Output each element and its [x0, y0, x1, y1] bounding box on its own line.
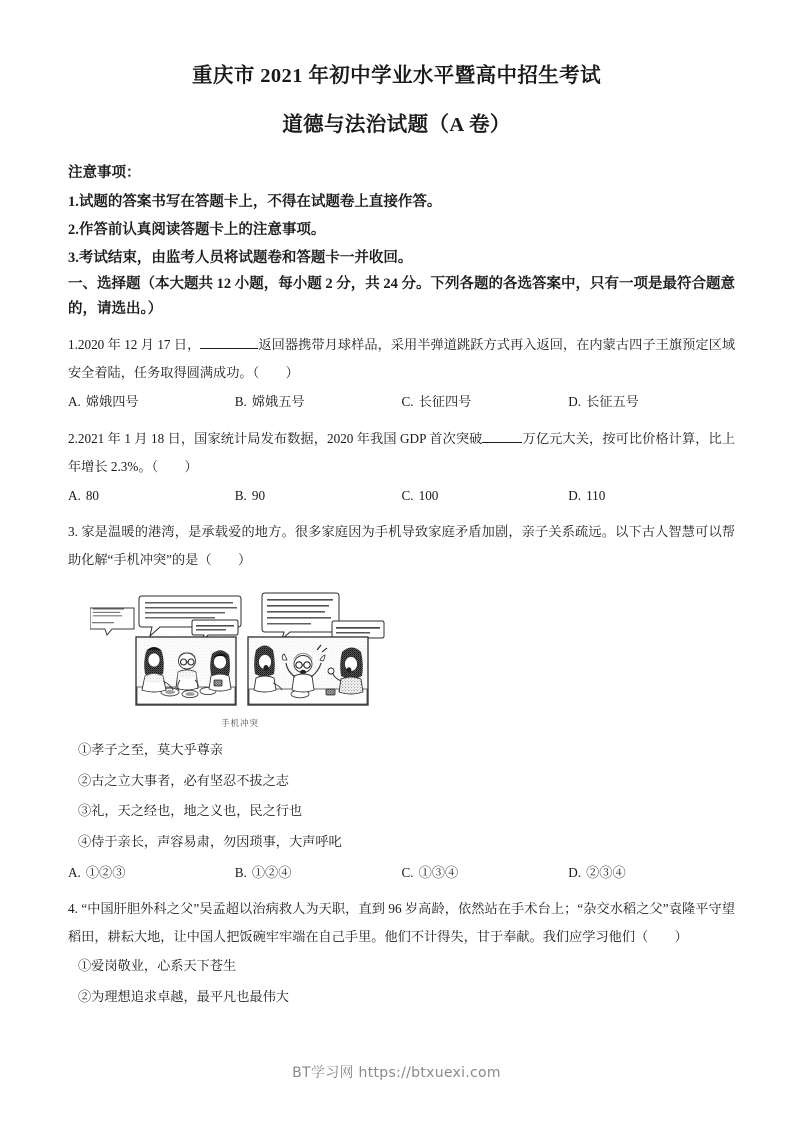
- option-letter: B.: [234, 487, 247, 503]
- question-4-number: 4.: [68, 900, 78, 916]
- option-letter: C.: [401, 394, 414, 410]
- option-letter: A.: [68, 487, 81, 503]
- option-letter: B.: [234, 864, 247, 880]
- question-1: [58, 331, 735, 415]
- option-letter: C.: [401, 487, 414, 503]
- option-text: 长征五号: [586, 394, 639, 410]
- question-1-options: [68, 389, 735, 415]
- question-3-statement-3: ③礼，天之经也，地之义也，民之行也: [78, 803, 303, 819]
- comic-panel-1: [136, 637, 236, 705]
- footer-watermark: BT学习网 https://btxuexi.com: [292, 1065, 501, 1081]
- option-letter: A.: [68, 864, 81, 880]
- section-heading-multiple-choice: 一、选择题（本大题共 12 小题，每小题 2 分，共 24 分。下列各题的各选答案中，只有一项是最符合题意的，请选出。）: [68, 276, 735, 318]
- question-1-option-a[interactable]: [68, 389, 235, 415]
- option-text: ②③④: [586, 864, 626, 880]
- question-2-option-b[interactable]: [235, 483, 402, 509]
- question-3-option-b[interactable]: [235, 860, 402, 886]
- question-2-option-c[interactable]: [402, 483, 569, 509]
- question-4-stem-text: “中国肝胆外科之父”吴孟超以治病救人为天职，直到 96 岁高龄，依然站在手术台上；“杂交水稻之父”袁隆平守望稻田，耕耘大地，让中国人把饭碗牢牢端在自己手里。他们不计得失，甘于奉献。我们应学习他们（ ）: [68, 900, 735, 944]
- option-letter: D.: [568, 864, 582, 880]
- question-1-blank[interactable]: [200, 348, 258, 349]
- option-text: 110: [586, 487, 606, 503]
- question-3-number: 3.: [68, 524, 78, 540]
- notice-item-1: 1.试题的答案书写在答题卡上，不得在试题卷上直接作答。: [68, 193, 442, 210]
- question-4-stem: [68, 895, 735, 951]
- speech-bubble-father-panel2: [262, 593, 339, 639]
- question-4: [58, 895, 735, 1012]
- option-text: 长征四号: [418, 394, 472, 410]
- question-3-statement-1: ①孝子之至，莫大乎尊亲: [78, 742, 224, 758]
- option-letter: B.: [234, 394, 247, 410]
- comic-illustration: [90, 588, 390, 716]
- question-3-statement-2: ②古之立大事者，必有坚忍不拔之志: [78, 772, 289, 788]
- question-3-statement-4: ④侍于亲长，声容易肃，勿因琐事，大声呼叱: [78, 833, 342, 849]
- option-text: 嫦娥五号: [251, 394, 305, 410]
- question-2-option-d[interactable]: [568, 483, 735, 509]
- question-3-option-d[interactable]: [568, 860, 735, 886]
- question-2-options: [68, 483, 735, 509]
- notice-heading: 注意事项：: [68, 165, 141, 182]
- question-2-stem-after: 万亿元大关，按可比价格计算，比上年增长 2.3%。（ ）: [68, 430, 736, 474]
- question-2-option-a[interactable]: [68, 483, 235, 509]
- question-2-number: 2.: [68, 430, 78, 446]
- question-1-number: 1.: [68, 337, 78, 353]
- question-1-option-b[interactable]: [235, 389, 402, 415]
- question-4-statement-1: ①爱岗敬业，心系天下苍生: [78, 957, 237, 973]
- option-letter: A.: [68, 394, 81, 410]
- option-text: 90: [251, 487, 266, 503]
- question-4-statement-2: ②为理想追求卓越，最平凡也最伟大: [78, 988, 289, 1004]
- question-3-stem: [68, 518, 735, 574]
- notice-item-2: 2.作答前认真阅读答题卡上的注意事项。: [68, 221, 326, 238]
- question-3-option-c[interactable]: [402, 860, 569, 886]
- speech-bubble-left: [90, 608, 134, 635]
- question-1-stem-before: 2020 年 12 月 17 日，: [77, 337, 201, 353]
- option-letter: D.: [568, 487, 582, 503]
- question-3: [58, 518, 735, 886]
- question-1-option-d[interactable]: [568, 389, 735, 415]
- option-text: ①③④: [418, 864, 459, 880]
- comic-panel-2: [248, 637, 368, 705]
- question-3-options: [68, 860, 735, 886]
- figure-caption: 手机冲突: [220, 718, 259, 729]
- notice-item-3: 3.考试结束，由监考人员将试题卷和答题卡一并收回。: [68, 250, 413, 267]
- page-title: 重庆市 2021 年初中学业水平暨高中招生考试: [192, 65, 601, 87]
- option-text: 80: [85, 487, 100, 503]
- option-text: ①②③: [85, 864, 126, 880]
- option-letter: C.: [401, 864, 414, 880]
- question-2-stem-before: 2021 年 1 月 18 日，国家统计局发布数据，2020 年我国 GDP 首次突破: [77, 430, 483, 446]
- comic-strip-phone-conflict: [90, 588, 390, 716]
- question-3-stem-text: 家是温暖的港湾，是承载爱的地方。很多家庭因为手机导致家庭矛盾加剧，亲子关系疏远。以下古人智慧可以帮助化解“手机冲突”的是（ ）: [68, 524, 735, 568]
- page-subtitle: 道德与法治试题（A 卷）: [282, 113, 511, 136]
- question-3-figure: [90, 588, 390, 729]
- question-3-option-a[interactable]: [68, 860, 235, 886]
- question-2-stem: [68, 425, 735, 481]
- question-1-stem-after: 返回器携带月球样品，采用半弹道跳跃方式再入返回，在内蒙古四子王旗预定区域安全着陆，任务取得圆满成功。（ ）: [68, 337, 736, 381]
- option-text: 100: [418, 487, 439, 503]
- question-2: [58, 425, 735, 509]
- question-2-blank[interactable]: [482, 442, 522, 443]
- notice-block: [58, 159, 735, 272]
- comic-character-daughter: [209, 650, 231, 691]
- option-text: ①②④: [251, 864, 292, 880]
- question-1-stem: [68, 331, 735, 387]
- option-text: 嫦娥四号: [85, 394, 139, 410]
- question-1-option-c[interactable]: [402, 389, 569, 415]
- option-letter: D.: [568, 394, 582, 410]
